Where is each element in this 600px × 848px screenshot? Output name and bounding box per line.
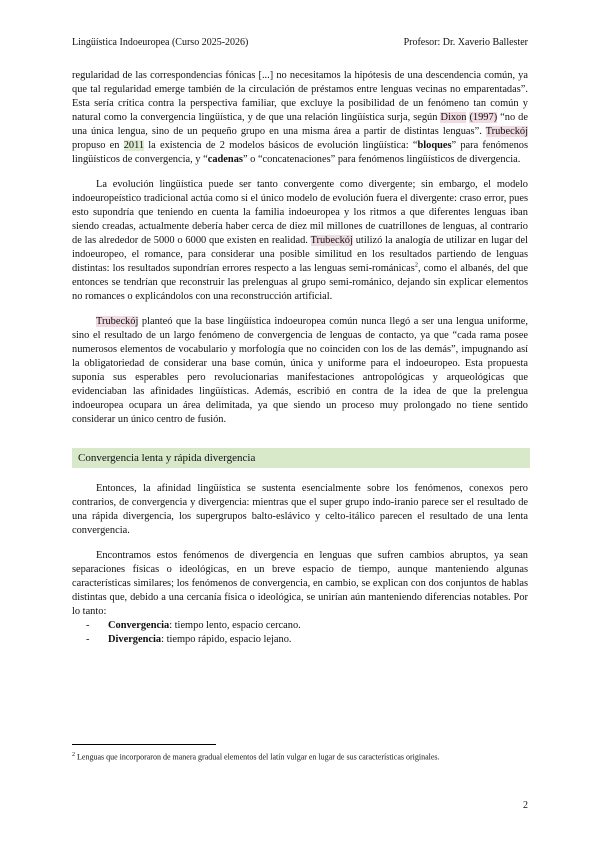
footnote-number: 2	[72, 752, 75, 758]
list-desc: : tiempo lento, espacio cercano.	[169, 620, 301, 631]
list-term: Convergencia	[108, 620, 170, 631]
list-item	[72, 633, 528, 647]
text: “no de una única lengua, sino de un pequeño grupo en una misma área a partir de distintas lenguas”.	[72, 112, 528, 137]
paragraph-1	[72, 69, 528, 167]
text: ” para fenómenos lingüísticos de convergencia, y “	[72, 140, 529, 165]
highlight-trubeckoj: Trubeckój	[310, 235, 353, 246]
text: La evolución lingüística puede ser tanto convergente como divergente; sin embargo, el modelo indoeuropeístico tradicional actúa como si el único modelo de evolución fuera el divergente: craso error, pues esto supondría que teniendo en cuenta la familia indoeuropea y los ritmos a que diferentes lenguas iban siendo creadas, actualmente debería haber cerca de diez mil millones de cuatrillones de lenguas, al contrario de las alrededor de 5000 o 6000 que existen en realidad.	[72, 179, 528, 246]
text: propuso en	[72, 140, 124, 151]
highlight-dixon: Dixon	[440, 112, 467, 123]
list-term: Divergencia	[108, 634, 162, 645]
text: la existencia de 2 modelos básicos de evolución lingüística: “	[144, 140, 418, 151]
term-bloques: bloques	[417, 140, 452, 151]
highlight-trubeckoj: Trubeckój	[485, 126, 528, 137]
footnote-separator	[72, 744, 216, 745]
text: utilizó la analogía de utilizar en lugar del indoeuropeo, el romance, para considerar una posible similitud en los resultados partiendo de lenguas distintas: los resultados supondrían errores respecto a las lenguas semi-románicas	[72, 235, 528, 274]
paragraph-4: Entonces, la afinidad lingüística se sustenta esencialmente sobre los fenómenos, conexos pero contrarios, de convergencia y divergencia: mientras que el super grupo indo-iranio parece ser el resultado de una rápida divergencia, los supergrupos balto-eslávico y celto-itálico parecen el resultado de una lenta convergencia.	[72, 483, 528, 536]
professor-name: Profesor: Dr. Xaverio Ballester	[403, 37, 528, 48]
highlight-year: 2011	[123, 140, 145, 151]
definition-list	[72, 619, 528, 647]
text: planteó que la base lingüística indoeuropea común nunca llegó a ser una lengua uniforme, sino el resultado de un largo fenómeno de convergencia de lenguas de contacto, ya que “cada rama posee numerosos elementos de vocabulario y morfología que no coinciden con los de las demás”, impugnando así la obligatoriedad de considerar una base común, única y uniforme para el indoeuropeo. Esta propuesta suponía sus esperables pero revolucionarias manifestaciones antropológicas y arqueológicas que evidenciaban las afinidades lingüísticas. Además, escribió en contra de la idea de que la prelengua indoeuropea ocupara un área delimitada, ya que siendo un proceso muy prolongado no tiene sentido considerar un único centro de fusión.	[72, 316, 528, 425]
highlight-dixon-year: (1997)	[469, 112, 498, 123]
list-desc: : tiempo rápido, espacio lejano.	[161, 634, 292, 645]
footnote-text: Lenguas que incorporaron de manera gradual elementos del latín vulgar en lugar de sus características originales.	[75, 752, 440, 762]
footnote	[72, 750, 528, 763]
section-heading: Convergencia lenta y rápida divergencia	[72, 448, 530, 468]
list-item	[72, 619, 528, 633]
paragraph-5: Encontramos estos fenómenos de divergencia en lenguas que sufren cambios abruptos, ya sean separaciones físicas o ideológicas, en un breve espacio de tiempo, aunque manteniendo algunas características similares; los fenómenos de convergencia, en cambio, se explican con dos conjuntos de hablas distintas que, debido a una cercanía física o ideológica, se unirían aún manteniendo diferencias notables. Por lo tanto:	[72, 550, 528, 617]
term-cadenas: cadenas	[207, 154, 243, 165]
document-body	[72, 69, 528, 647]
text: ” o “concatenaciones” para fenómenos lingüísticos de divergencia.	[242, 154, 521, 165]
text: , como el albanés, del que entonces se tendrían que reconstruir las prelenguas al grupo semi-románico, dejando sin explicar elementos no romances o explicándolos con una reconstrucción artificial.	[72, 263, 528, 302]
paragraph-3	[72, 315, 528, 427]
footnote-marker[interactable]: 2	[414, 261, 418, 269]
highlight-trubeckoj: Trubeckój	[96, 316, 139, 327]
page-number: 2	[523, 800, 528, 811]
dash-bullet: -	[86, 620, 90, 631]
text: regularidad de las correspondencias fónicas [...] no necesitamos la hipótesis de una descendencia común, ya que tal regularidad emerge también de la circulación de préstamos entre lenguas vecinas no emparentadas”. Esta sería crítica contra la perspectiva familiar, que excluye la posibilidad de un fenómeno tan común y natural como la convergencia lingüística, y de que una relación lingüística surja, según	[72, 70, 528, 123]
page-header	[72, 36, 528, 50]
course-title: Lingüística Indoeuropea (Curso 2025-2026)	[72, 37, 249, 48]
dash-bullet: -	[86, 634, 90, 645]
paragraph-2	[72, 178, 528, 304]
